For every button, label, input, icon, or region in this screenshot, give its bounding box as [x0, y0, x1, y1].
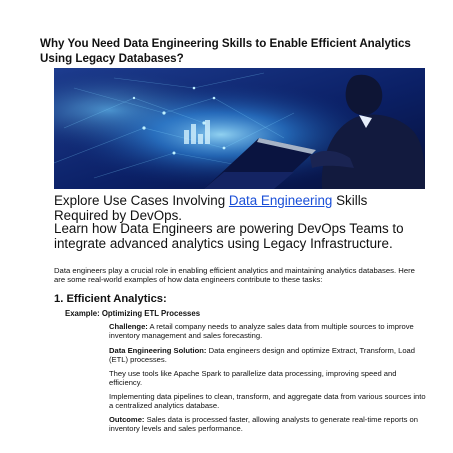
- intro-paragraph: Data engineers play a crucial role in enabling efficient analytics and maintaining analytics databases. Here are some real-world examples of how data engineers contribute to these tasks:: [54, 266, 415, 285]
- section-heading: 1. Efficient Analytics:: [54, 293, 167, 305]
- use-cases-heading: [54, 193, 424, 224]
- challenge-text: A retail company needs to analyze sales data from multiple sources to improve inventory management and sales forecasting.: [109, 322, 414, 341]
- use-cases-heading-prefix: Explore Use Cases Involving: [54, 193, 229, 208]
- solution-label: Data Engineering Solution:: [109, 346, 207, 355]
- data-engineering-link[interactable]: Data Engineering: [228, 193, 333, 208]
- use-cases-heading-suffix: Skills Required by DevOps.: [54, 193, 368, 224]
- document-page: [27, 0, 427, 453]
- challenge-label: Challenge:: [109, 322, 148, 331]
- hero-image: [54, 68, 425, 189]
- page-title: Why You Need Data Engineering Skills to Enable Efficient Analytics Using Legacy Databases?: [40, 37, 411, 65]
- solution-text: Data engineers design and optimize Extract, Transform, Load (ETL) processes.: [109, 346, 415, 365]
- tools-paragraph: They use tools like Apache Spark to parallelize data processing, improving speed and efficiency.: [109, 369, 397, 388]
- outcome-paragraph: [109, 415, 427, 434]
- challenge-paragraph: [109, 322, 427, 341]
- example-heading: Example: Optimizing ETL Processes: [65, 309, 201, 318]
- devops-heading: Learn how Data Engineers are powering DevOps Teams to integrate advanced analytics using Legacy Infrastructure.: [54, 221, 404, 252]
- outcome-label: Outcome:: [109, 415, 145, 424]
- hero-illustration: [54, 68, 425, 189]
- outcome-text: Sales data is processed faster, allowing analysts to generate real-time reports on inventory levels and sales performance.: [109, 415, 418, 434]
- solution-paragraph: [109, 346, 427, 365]
- pipelines-paragraph: Implementing data pipelines to clean, transform, and aggregate data from various sources into a centralized analytics database.: [109, 392, 426, 411]
